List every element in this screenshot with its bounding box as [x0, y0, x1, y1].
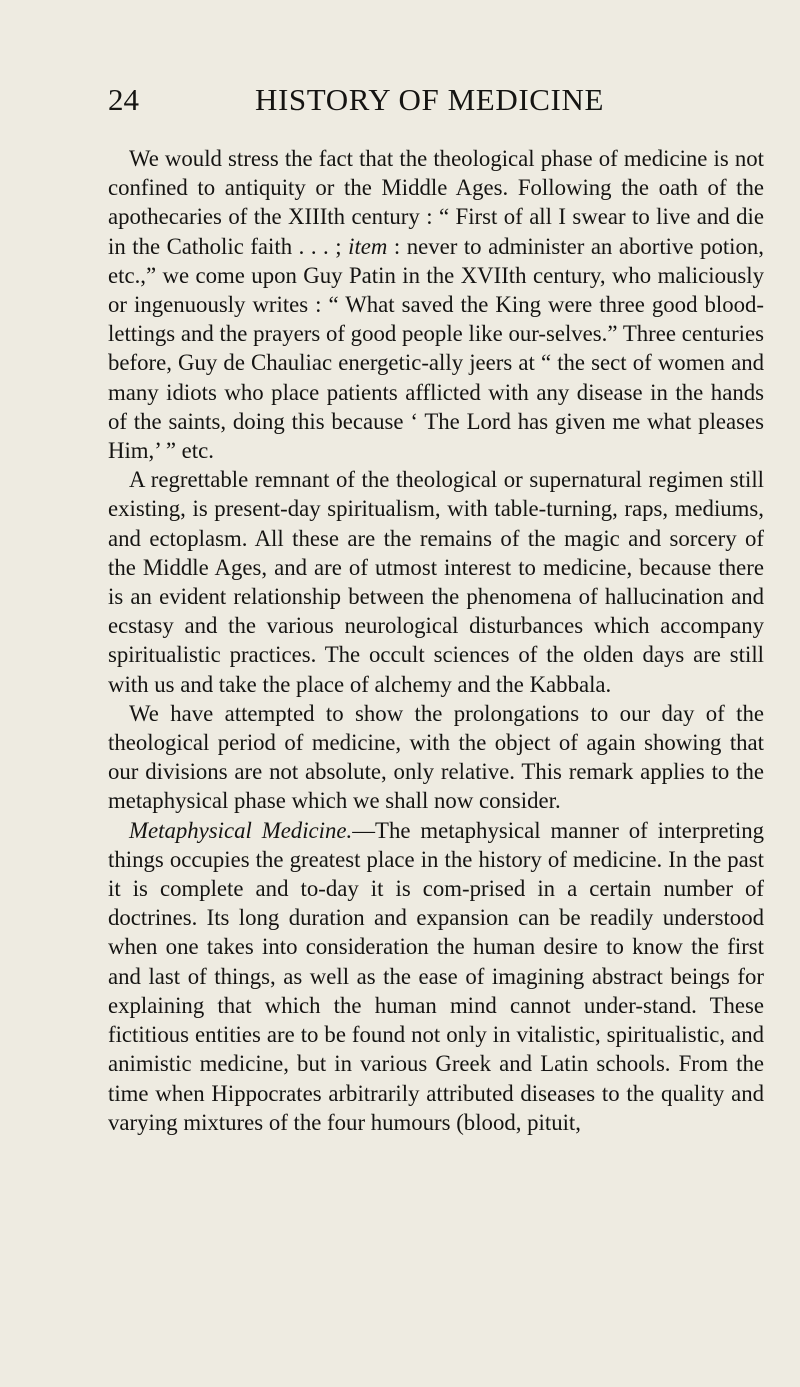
- page-number: 24: [108, 82, 139, 117]
- body-text: [108, 144, 764, 1137]
- section-heading-metaphysical-medicine: Metaphysical Medicine.: [129, 817, 353, 843]
- paragraph-3: We have attempted to show the prolongations to our day of the theological period of medicine, with the object of again showing that our divisions are not absolute, only relative. This remark applies to the metaphysical phase which we shall now consider.: [108, 700, 764, 814]
- paragraph-1-text: We would stress the fact that the theological phase of medicine is not confined to antiquity or the Middle Ages. Following the oath of the apothecaries of the XIIIth century : “ First of all I swear to live and die in the Catholic faith . . . ;: [108, 146, 764, 259]
- paragraph-4: [108, 816, 764, 1137]
- paragraph-2: A regrettable remnant of the theological or supernatural regimen still existing, is present-day spiritualism, with table-turning, raps, mediums, and ectoplasm. All these are the remains of the magic and sorcery of the Middle Ages, and are of utmost interest to medicine, because there is an evident relationship between the phenomena of hallucination and ecstasy and the various neurological disturbances which accompany spiritualistic practices. The occult sciences of the olden days are still with us and take the place of alchemy and the Kabbala.: [108, 467, 764, 697]
- paragraph-1: [108, 144, 764, 465]
- running-head: [108, 78, 764, 118]
- paragraph-1-continuation: : never to administer an abortive potion, etc.,” we come upon Guy Patin in the XVIIth century, who maliciously or ingenuously writes : “ What saved the King were three good blood-lettings and the prayers of good people like our-selves.” Three centuries before, Guy de Chauliac energetic-ally jeers at “ the sect of women and many idiots who place patients afflicted with any disease in the hands of the saints, doing this because ‘ The Lord has given me what pleases Him,’ ” etc.: [108, 233, 765, 464]
- running-title: HISTORY OF MEDICINE: [255, 82, 604, 117]
- item-label: item: [348, 233, 388, 259]
- paragraph-4-text: —The metaphysical manner of interpreting things occupies the greatest place in the history of medicine. In the past it is complete and to-day it is com-prised in a certain number of doctrines. Its long duration and expansion can be readily understood when one takes into consideration the human desire to know the first and last of things, as well as the ease of imagining abstract beings for explaining that which the human mind cannot under-stand. These fictitious entities are to be found not only in vitalistic, spiritualistic, and animistic medicine, but in various Greek and Latin schools. From the time when Hippocrates arbitrarily attributed diseases to the quality and varying mixtures of the four humours (blood, pituit,: [108, 817, 764, 1135]
